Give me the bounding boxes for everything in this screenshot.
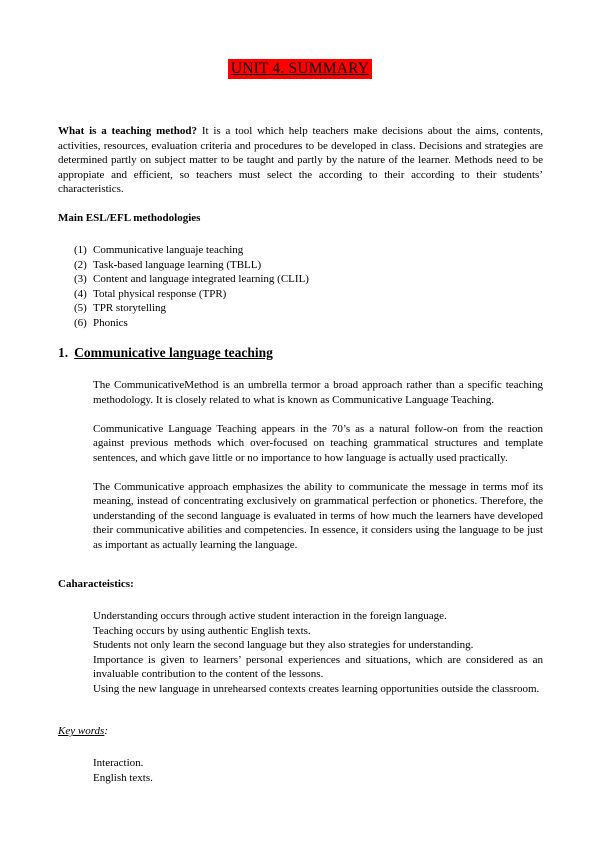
list-item-label: Task-based language learning (TBLL) [93, 258, 262, 271]
characteristics-heading: Caharacteistics: [58, 578, 134, 590]
characteristics-list [93, 609, 543, 696]
section-paragraph-1: The CommunicativeMethod is an umbrella termor a broad approach rather than a specific teaching methodology. It is closely related to what is known as Communicative Language Teaching. [93, 379, 543, 406]
list-item [74, 301, 309, 316]
list-item [74, 272, 309, 287]
keywords-list [93, 756, 543, 785]
list-item-label: Content and language integrated learning (CLIL) [93, 273, 309, 285]
list-item: Understanding occurs through active student interaction in the foreign language. [93, 610, 447, 622]
keywords-colon: : [104, 725, 109, 737]
list-item: Teaching occurs by using authentic English texts. [93, 624, 311, 637]
section-title: Communicative language teaching [74, 345, 273, 360]
list-item-number: (6) [74, 316, 87, 329]
list-item-label: Total physical response (TPR) [93, 287, 227, 300]
intro-question: What is a teaching method? [58, 125, 198, 137]
list-item-label: Phonics [93, 316, 128, 329]
list-item: Interaction. [93, 757, 144, 769]
section-number: 1. [58, 345, 69, 360]
section-paragraph-3: The Communicative approach emphasizes the ability to communicate the message in terms mof its meaning, instead of concentrating exclusively on grammatical perfection or phonetics. Therefore, the understanding of the second language is evaluated in terms of how much the learners have developed their communicative abilities and competencies. In essence, it considers using the language to be just as important as actually learning the language. [93, 480, 543, 551]
intro-answer: It is a tool which help teachers make decisions about the aims, contents, activities, resources, evaluation criteria and procedures to be developed in class. Decisions and strategies are determined partly on subject matter to be taught and partly by the nature of the learner. Methods need to be appropiate and efficient, so teachers must select the according to their according to their students’ characteristics. [58, 125, 543, 196]
list-item-number: (4) [74, 287, 87, 300]
section-paragraph-2: Communicative Language Teaching appears in the 70’s as a natural follow-on from the reaction against previous methods which over-focused on teaching grammatical structures and template sentences, and which gave little or no importance to how language is actually used practically. [93, 422, 543, 464]
list-item [74, 258, 309, 273]
methodologies-list [74, 243, 309, 330]
list-item [74, 287, 309, 302]
list-item: English texts. [93, 771, 153, 784]
intro-paragraph [58, 124, 543, 197]
section-1-heading [58, 344, 273, 362]
list-item: Students not only learn the second language but they also strategies for understanding. [93, 639, 474, 651]
list-item: Using the new language in unrehearsed contexts creates learning opportunities outside the classroom. [93, 682, 540, 695]
list-item-number: (2) [74, 258, 87, 271]
list-item [74, 243, 309, 258]
list-item: Importance is given to learners’ personal experiences and situations, which are considered as an invaluable contribution to the content of the lessons. [93, 653, 543, 680]
keywords-label: Key words [58, 725, 105, 737]
methodologies-heading: Main ESL/EFL methodologies [58, 212, 201, 224]
title-wrapper [0, 59, 600, 79]
list-item-number: (3) [74, 273, 87, 285]
list-item-number: (5) [74, 302, 87, 314]
list-item-label: TPR storytelling [93, 302, 167, 314]
list-item-number: (1) [74, 244, 87, 256]
page-title: UNIT 4. SUMMARY [228, 59, 372, 79]
list-item-label: Communicative languaje teaching [93, 244, 244, 256]
keywords-heading [58, 724, 108, 738]
list-item [74, 316, 309, 331]
